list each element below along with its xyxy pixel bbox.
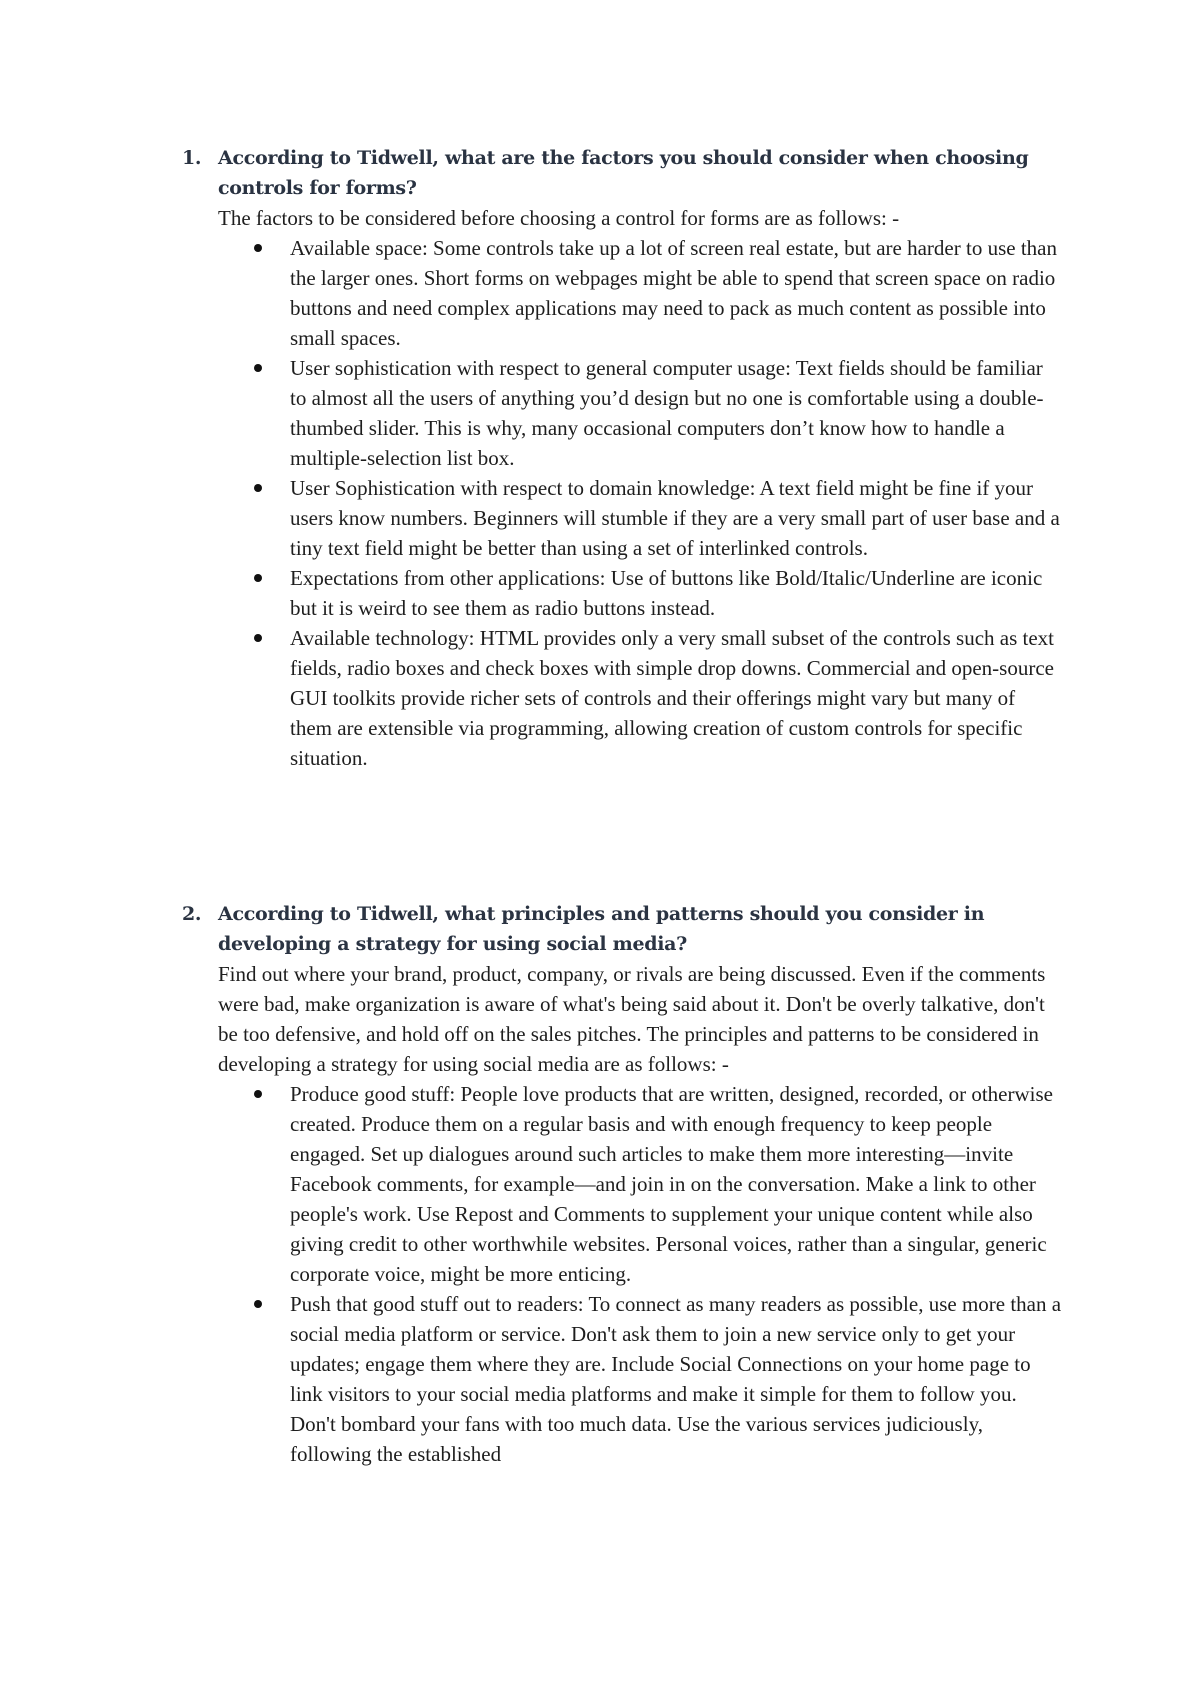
question-2-number: 2. [182,903,202,925]
bullet-icon [254,1300,262,1308]
list-item: Expectations from other applications: Use of buttons like Bold/Italic/Underline are iconic but it is weird to see them as radio buttons instead. [290,563,1062,623]
question-1-heading [182,143,1062,203]
bullet-icon [254,364,262,372]
question-1 [182,143,1062,773]
question-2-intro: Find out where your brand, product, company, or rivals are being discussed. Even if the comments were bad, make organization is aware of what's being said about it. Don't be overly talkative, don't be too defensive, and hold off on the sales pitches. The principles and patterns to be considered in developing a strategy for using social media are as follows: - [218,962,1046,1076]
bullet-icon [254,1090,262,1098]
list-item: User Sophistication with respect to domain knowledge: A text field might be fine if your users know numbers. Beginners will stumble if they are a very small part of user base and a tiny text field might be better than using a set of interlinked controls. [290,473,1062,563]
list-item: Available space: Some controls take up a lot of screen real estate, but are harder to use than the larger ones. Short forms on webpages might be able to spend that screen space on radio buttons and need complex applications may need to pack as much content as possible into small spaces. [290,233,1062,353]
question-1-intro: The factors to be considered before choosing a control for forms are as follows: - [218,206,900,230]
question-1-heading-text: According to Tidwell, what are the factors you should consider when choosing controls for forms? [218,147,1029,199]
bullet-icon [254,634,262,642]
list-item: Produce good stuff: People love products that are written, designed, recorded, or otherwise created. Produce them on a regular basis and with enough frequency to keep people engaged. Set up dialogues around such articles to make them more interesting—invite Facebook comments, for example—and join in on the conversation. Make a link to other people's work. Use Repost and Comments to supplement your unique content while also giving credit to other worthwhile websites. Personal voices, rather than a singular, generic corporate voice, might be more enticing. [290,1079,1062,1289]
bullet-icon [254,574,262,582]
list-item: User sophistication with respect to general computer usage: Text fields should be familiar to almost all the users of anything you’d design but no one is comfortable using a double-thumbed slider. This is why, many occasional computers don’t know how to handle a multiple-selection list box. [290,353,1062,473]
question-1-number: 1. [182,147,202,169]
list-item: Available technology: HTML provides only a very small subset of the controls such as text fields, radio boxes and check boxes with simple drop downs. Commercial and open-source GUI toolkits provide richer sets of controls and their offerings might vary but many of them are extensible via programming, allowing creation of custom controls for specific situation. [290,623,1062,773]
question-2-heading [182,899,1062,959]
question-1-bullet-list [182,233,1062,773]
question-2 [182,899,1062,1469]
bullet-icon [254,244,262,252]
list-item: Push that good stuff out to readers: To connect as many readers as possible, use more than a social media platform or service. Don't ask them to join a new service only to get your updates; engage them where they are. Include Social Connections on your home page to link visitors to your social media platforms and make it simple for them to follow you. Don't bombard your fans with too much data. Use the various services judiciously, following the established [290,1289,1062,1469]
question-2-heading-text: According to Tidwell, what principles and patterns should you consider in developing a strategy for using social media? [218,903,985,955]
bullet-icon [254,484,262,492]
question-2-bullet-list [182,1079,1062,1469]
